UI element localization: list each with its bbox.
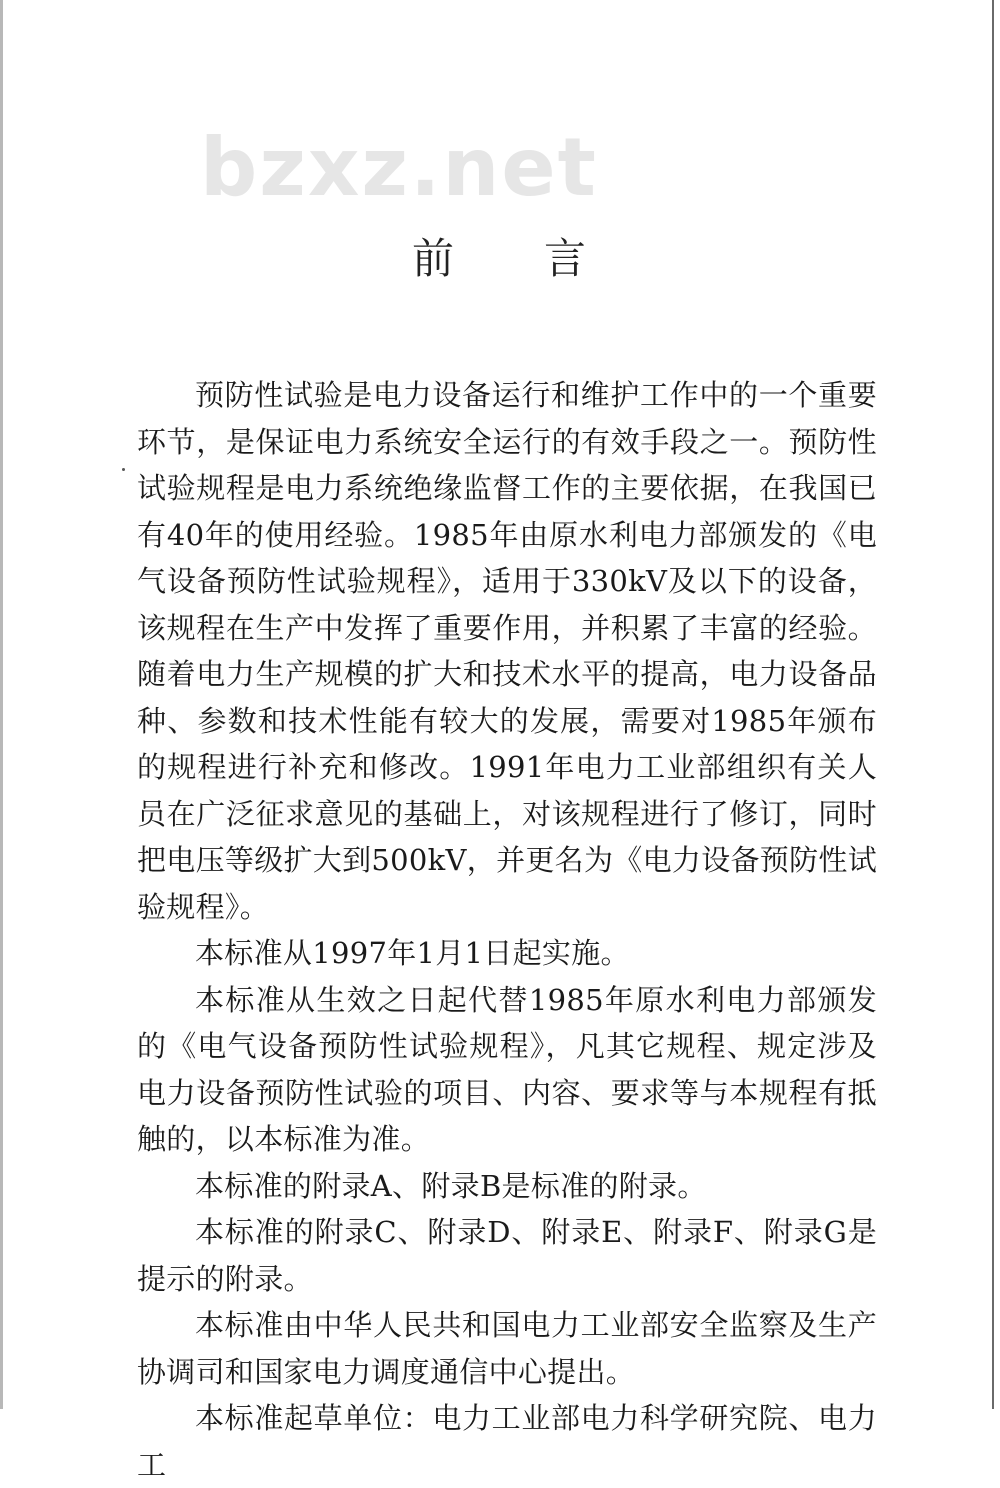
body-text xyxy=(137,372,877,1488)
page-left-edge xyxy=(0,0,3,1409)
paragraph-effective-date: 本标准从1997年1月1日起实施。 xyxy=(195,936,630,970)
paragraph-proposer: 本标准由中华人民共和国电力工业部安全监察及生产协调司和国家电力调度通信中心提出。 xyxy=(137,1308,877,1389)
paragraph-replacement: 本标准从生效之日起代替1985年原水利电力部颁发的《电气设备预防性试验规程》，凡其它规程、规定涉及电力设备预防性试验的项目、内容、要求等与本规程有抵触的，以本标准为准。 xyxy=(137,982,877,1156)
paragraph-normative-appendix: 本标准的附录A、附录B是标准的附录。 xyxy=(195,1168,707,1203)
paragraph-informative-appendix: 本标准的附录C、附录D、附录E、附录F、附录G是提示的附录。 xyxy=(137,1215,877,1296)
page-title: 前言 xyxy=(412,234,677,283)
paragraph-drafting-unit: 本标准起草单位：电力工业部电力科学研究院、电力工 xyxy=(137,1401,877,1482)
watermark: bzxz.net xyxy=(200,121,598,214)
page-right-edge xyxy=(992,0,994,1409)
paragraph-intro: 预防性试验是电力设备运行和维护工作中的一个重要环节，是保证电力系统安全运行的有效手段之一。预防性试验规程是电力系统绝缘监督工作的主要依据，在我国已有40年的使用经验。1985年由原水利电力部颁发的《电气设备预防性试验规程》，适用于330kV及以下的设备，该规程在生产中发挥了重要作用，并积累了丰富的经验。随着电力生产规模的扩大和技术水平的提高，电力设备品种、参数和技术性能有较大的发展，需要对1985年颁布的规程进行补充和修改。1991年电力工业部组织有关人员在广泛征求意见的基础上，对该规程进行了修订，同时把电压等级扩大到500kV，并更名为《电力设备预防性试验规程》。 xyxy=(137,378,877,924)
scan-speck xyxy=(122,468,125,471)
